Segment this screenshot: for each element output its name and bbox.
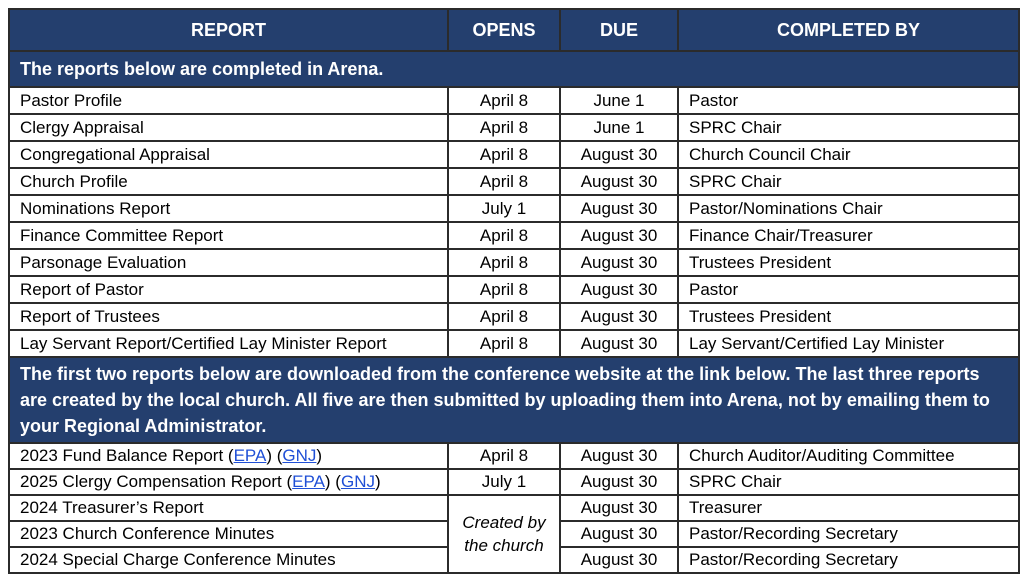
table-row bbox=[9, 469, 1019, 495]
table-row bbox=[9, 222, 1019, 249]
row-report: Clergy Appraisal bbox=[9, 114, 448, 141]
created-by-church-note: Created by the church bbox=[448, 495, 560, 573]
row-due: August 30 bbox=[560, 330, 678, 357]
row-due: August 30 bbox=[560, 276, 678, 303]
row-completed-by: Pastor/Recording Secretary bbox=[678, 521, 1019, 547]
table-row bbox=[9, 303, 1019, 330]
row-completed-by: Pastor bbox=[678, 276, 1019, 303]
row-completed-by: Treasurer bbox=[678, 495, 1019, 521]
report-name-mid: ) ( bbox=[266, 446, 283, 465]
row-opens: April 8 bbox=[448, 303, 560, 330]
row-completed-by: Trustees President bbox=[678, 249, 1019, 276]
row-due: August 30 bbox=[560, 249, 678, 276]
table-row bbox=[9, 276, 1019, 303]
row-completed-by: Pastor/Recording Secretary bbox=[678, 547, 1019, 573]
section1-heading: The reports below are completed in Arena. bbox=[9, 51, 1019, 87]
table-row bbox=[9, 87, 1019, 114]
report-name-prefix: 2025 Clergy Compensation Report ( bbox=[20, 472, 293, 491]
table-row bbox=[9, 114, 1019, 141]
row-completed-by: SPRC Chair bbox=[678, 168, 1019, 195]
gnj-link[interactable]: GNJ bbox=[340, 472, 375, 491]
row-due: August 30 bbox=[560, 469, 678, 495]
header-report: REPORT bbox=[9, 9, 448, 51]
row-due: August 30 bbox=[560, 141, 678, 168]
gnj-link[interactable]: GNJ bbox=[282, 446, 317, 465]
row-report: Pastor Profile bbox=[9, 87, 448, 114]
row-opens: April 8 bbox=[448, 114, 560, 141]
report-name-prefix: 2023 Fund Balance Report ( bbox=[20, 446, 234, 465]
row-completed-by: Pastor bbox=[678, 87, 1019, 114]
row-due: August 30 bbox=[560, 303, 678, 330]
reports-table-container bbox=[8, 8, 1020, 574]
section-heading-arena bbox=[9, 51, 1019, 87]
row-due: August 30 bbox=[560, 195, 678, 222]
row-report: Lay Servant Report/Certified Lay Minister Report bbox=[9, 330, 448, 357]
row-opens: April 8 bbox=[448, 276, 560, 303]
row-report: Nominations Report bbox=[9, 195, 448, 222]
table-row bbox=[9, 495, 1019, 521]
row-report: 2024 Special Charge Conference Minutes bbox=[9, 547, 448, 573]
reports-table bbox=[8, 8, 1020, 574]
header-due: DUE bbox=[560, 9, 678, 51]
row-due: August 30 bbox=[560, 443, 678, 469]
row-due: June 1 bbox=[560, 114, 678, 141]
row-report: 2023 Church Conference Minutes bbox=[9, 521, 448, 547]
report-name-mid: ) ( bbox=[324, 472, 341, 491]
row-opens: April 8 bbox=[448, 141, 560, 168]
row-completed-by: Church Auditor/Auditing Committee bbox=[678, 443, 1019, 469]
report-name-suffix: ) bbox=[316, 446, 323, 465]
row-opens: April 8 bbox=[448, 443, 560, 469]
row-completed-by: Finance Chair/Treasurer bbox=[678, 222, 1019, 249]
table-row bbox=[9, 141, 1019, 168]
row-completed-by: Trustees President bbox=[678, 303, 1019, 330]
row-completed-by: SPRC Chair bbox=[678, 114, 1019, 141]
row-completed-by: Church Council Chair bbox=[678, 141, 1019, 168]
row-due: June 1 bbox=[560, 87, 678, 114]
table-row bbox=[9, 168, 1019, 195]
row-report bbox=[9, 469, 448, 495]
header-completed-by: COMPLETED BY bbox=[678, 9, 1019, 51]
row-report: Congregational Appraisal bbox=[9, 141, 448, 168]
table-row bbox=[9, 195, 1019, 222]
row-opens: April 8 bbox=[448, 222, 560, 249]
row-report: 2024 Treasurer’s Report bbox=[9, 495, 448, 521]
row-opens: April 8 bbox=[448, 330, 560, 357]
table-row bbox=[9, 443, 1019, 469]
table-row bbox=[9, 249, 1019, 276]
row-completed-by: Lay Servant/Certified Lay Minister bbox=[678, 330, 1019, 357]
row-report: Report of Trustees bbox=[9, 303, 448, 330]
row-report: Church Profile bbox=[9, 168, 448, 195]
row-due: August 30 bbox=[560, 222, 678, 249]
row-due: August 30 bbox=[560, 495, 678, 521]
section-heading-downloads bbox=[9, 357, 1019, 443]
row-opens: July 1 bbox=[448, 469, 560, 495]
row-report bbox=[9, 443, 448, 469]
row-due: August 30 bbox=[560, 547, 678, 573]
row-report: Parsonage Evaluation bbox=[9, 249, 448, 276]
row-report: Report of Pastor bbox=[9, 276, 448, 303]
epa-link[interactable]: EPA bbox=[233, 446, 267, 465]
header-row bbox=[9, 9, 1019, 51]
table-row bbox=[9, 330, 1019, 357]
row-opens: April 8 bbox=[448, 87, 560, 114]
header-opens: OPENS bbox=[448, 9, 560, 51]
row-report: Finance Committee Report bbox=[9, 222, 448, 249]
report-name-suffix: ) bbox=[374, 472, 381, 491]
section2-heading: The first two reports below are downloaded from the conference website at the link below. The last three reports are created by the local church. All five are then submitted by uploading them into Arena, not by emailing them to your Regional Administrator. bbox=[9, 357, 1019, 443]
epa-link[interactable]: EPA bbox=[292, 472, 325, 491]
row-opens: July 1 bbox=[448, 195, 560, 222]
row-opens: April 8 bbox=[448, 168, 560, 195]
row-completed-by: SPRC Chair bbox=[678, 469, 1019, 495]
row-due: August 30 bbox=[560, 168, 678, 195]
row-completed-by: Pastor/Nominations Chair bbox=[678, 195, 1019, 222]
row-opens: April 8 bbox=[448, 249, 560, 276]
row-due: August 30 bbox=[560, 521, 678, 547]
